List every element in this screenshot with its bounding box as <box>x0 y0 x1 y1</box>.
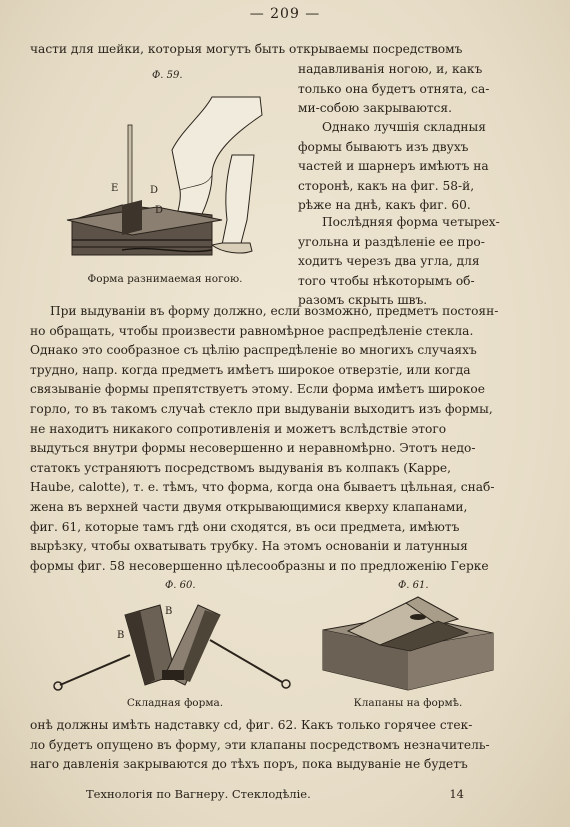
text-line: надавливанія ногою, и, какъ <box>298 62 483 76</box>
text-line: При выдуваніи въ форму должно, если возможно, предметъ постоян- <box>50 304 499 318</box>
figure-60-illustration <box>50 600 295 695</box>
text-line: статокъ устраняютъ посредствомъ выдуванія въ колпакъ (Kappe, <box>30 460 452 475</box>
right-column-2 <box>298 118 506 216</box>
page-footer <box>86 787 464 801</box>
top-line: части для шейки, которыя могутъ быть открываемы посредствомъ <box>30 42 463 56</box>
main-paragraph <box>30 302 516 576</box>
text-line: выдуться внутри формы несовершенно и неравномѣрно. Этотъ недо- <box>30 441 476 456</box>
text-line: не находитъ никакого сопротивленія и можетъ вслѣдствіе этого <box>30 421 447 436</box>
figure-59-mark-d1: D <box>150 185 159 196</box>
text-line: того чтобы нѣкоторымъ об- <box>298 273 475 288</box>
text-line: связываніе формы препятствуетъ этому. Если форма имѣетъ широкое <box>30 382 485 397</box>
text-line: рѣже на днѣ, какъ фиг. 60. <box>298 198 471 213</box>
figure-60-mark-b2: B <box>117 630 125 641</box>
text-line: жена въ верхней части двумя открывающимися кверху клапанами, <box>30 499 468 514</box>
figure-60-mark-b1: B <box>165 606 173 617</box>
text-line: формы фиг. 58 несовершенно цѣлесообразны и по предложенію Герке <box>30 558 489 573</box>
text-line: разомъ скрыть швъ. <box>298 293 428 308</box>
right-column-1 <box>298 60 506 119</box>
figure-59-mark-d2: D <box>155 205 164 216</box>
text-line: но обращать, чтобы произвести равномѣрное распредѣленіе стекла. <box>30 323 474 338</box>
figure-60-label: Ф. 60. <box>165 580 196 591</box>
text-line: частей и шарнеръ имѣютъ на <box>298 159 489 174</box>
footer-title: Технологія по Вагнеру. Стеклодѣліе. <box>86 787 311 801</box>
figure-59-caption: Форма разнимаемая ногою. <box>87 273 243 285</box>
figure-59-mark-e: E <box>111 183 119 194</box>
text-line: фиг. 61, которые тамъ гдѣ они сходятся, въ оси предмета, имѣютъ <box>30 519 460 534</box>
figure-61-caption: Клапаны на формѣ. <box>353 697 463 709</box>
footer-signature: 14 <box>449 787 464 801</box>
text-line: угольна и раздѣленіе ее про- <box>298 234 485 249</box>
text-line: трудно, напр. когда предметъ имѣетъ широкое отверзтіе, или когда <box>30 362 471 377</box>
text-line: сторонѣ, какъ на фиг. 58-й, <box>298 178 475 193</box>
text-line: Haube, calotte), т. е. тѣмъ, что форма, когда она бываетъ цѣльная, снаб- <box>30 480 495 495</box>
text-line: ми-собою закрываются. <box>298 101 452 116</box>
text-line: Послѣдняя форма четырех- <box>322 215 500 229</box>
figure-59-illustration <box>62 95 272 265</box>
text-line: Однако лучшія складныя <box>322 120 486 134</box>
page-number: — 209 — <box>249 6 321 22</box>
figure-61-illustration <box>318 595 498 695</box>
right-column-3 <box>298 213 506 311</box>
text-line: ходитъ черезъ два угла, для <box>298 254 480 269</box>
figure-60-caption: Складная форма. <box>126 697 224 709</box>
text-line: только она будетъ отнята, са- <box>298 81 490 96</box>
text-line: вырѣзку, чтобы охватывать трубку. На этомъ основаніи и латунныя <box>30 539 468 554</box>
text-line: формы бываютъ изъ двухъ <box>298 139 469 154</box>
text-line: горло, то въ такомъ случаѣ стекло при выдуваніи выходитъ изъ формы, <box>30 401 493 416</box>
figure-61-label: Ф. 61. <box>398 580 429 591</box>
text-line: онѣ должны имѣть надставку cd, фиг. 62. Какъ только горячее стек- <box>30 718 473 732</box>
text-line: наго давленія закрываются до тѣхъ поръ, пока выдуваніе не будетъ <box>30 757 468 772</box>
text-line: ло будетъ опущено въ форму, эти клапаны посредствомъ незначитель- <box>30 737 490 752</box>
figure-59-label: Ф. 59. <box>152 70 183 81</box>
bottom-paragraph <box>30 716 516 775</box>
text-line: Однако это сообразное съ цѣлію распредѣленіе во многихъ случаяхъ <box>30 343 477 358</box>
